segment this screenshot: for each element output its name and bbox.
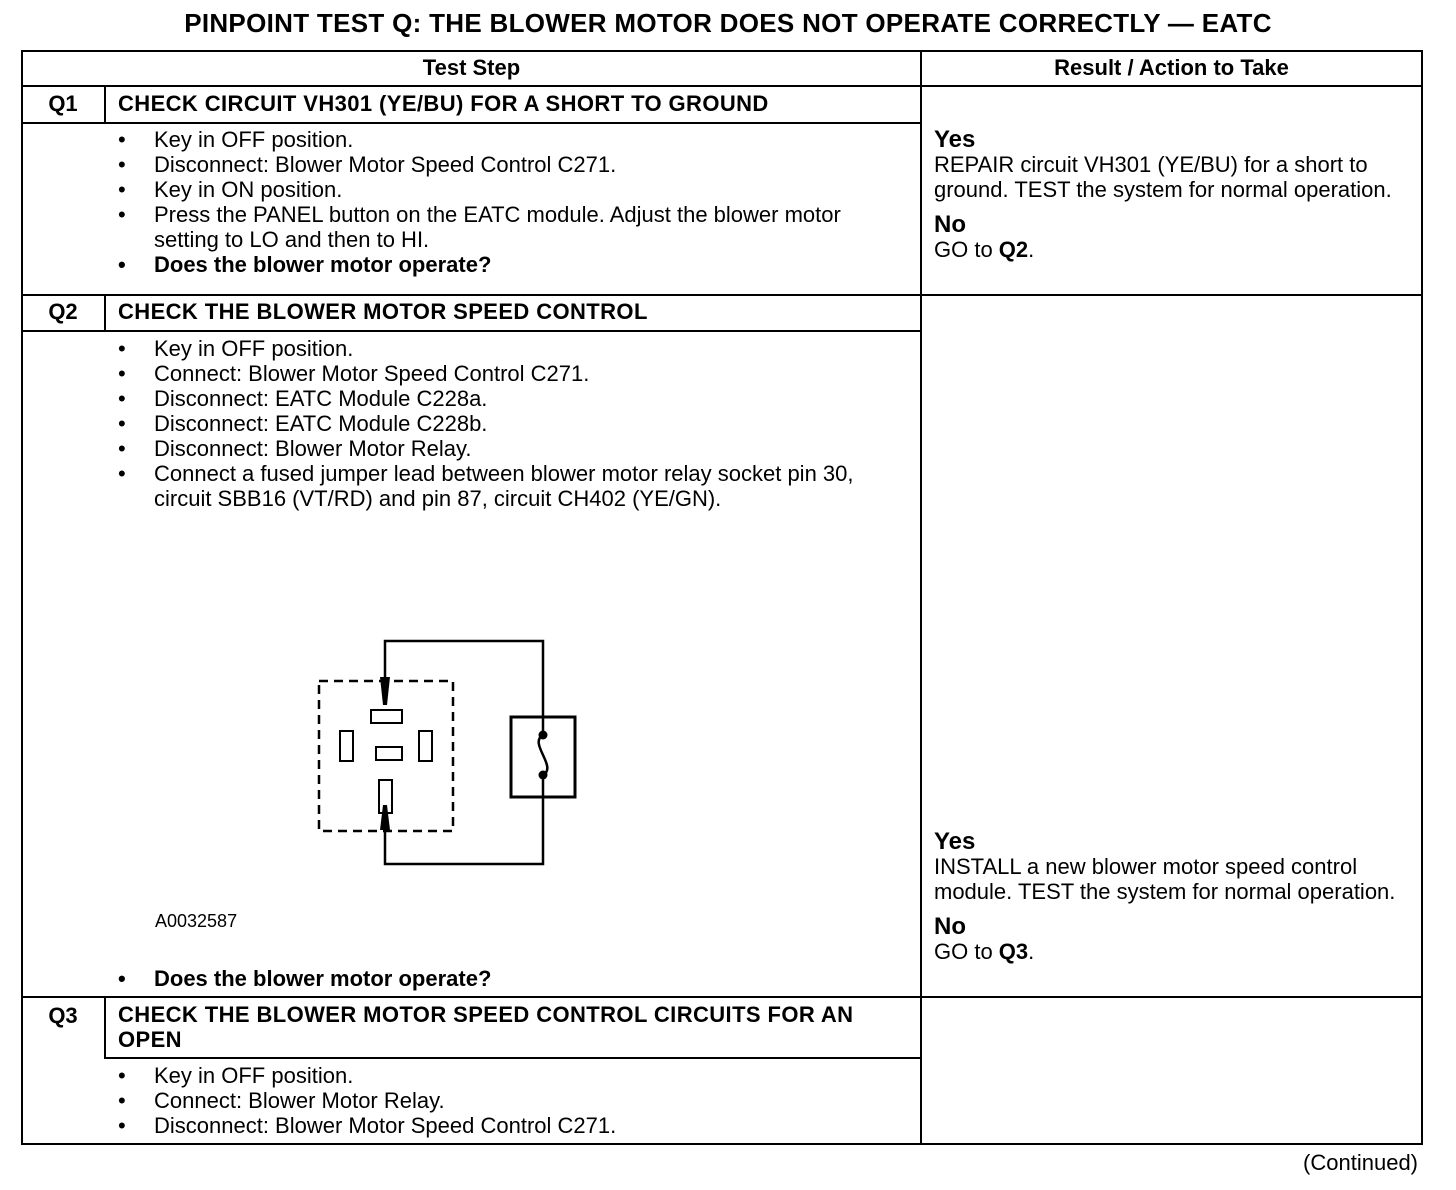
page-title: PINPOINT TEST Q: THE BLOWER MOTOR DOES NOT OPERATE CORRECTLY — EATC bbox=[184, 8, 1272, 38]
test-step-header: Test Step bbox=[422, 55, 521, 80]
q1-q2-divider bbox=[21, 294, 1423, 296]
q2-result bbox=[934, 829, 1414, 964]
q1-result bbox=[934, 127, 1414, 262]
step-number: Q2 bbox=[48, 299, 78, 324]
table-top-border bbox=[21, 50, 1423, 52]
yes-action: REPAIR circuit VH301 (YE/BU) for a short to ground. TEST the system for normal operation. bbox=[934, 152, 1392, 202]
no-action: GO to Q2. bbox=[934, 237, 1035, 262]
no-label: No bbox=[934, 913, 966, 940]
yes-label: Yes bbox=[934, 828, 976, 855]
list-item: • Connect: Blower Motor Speed Control C271. bbox=[118, 361, 888, 386]
list-item: • Key in ON position. bbox=[118, 177, 888, 202]
probe-tip-top bbox=[380, 677, 390, 705]
step-title: CHECK CIRCUIT VH301 (YE/BU) FOR A SHORT TO GROUND bbox=[118, 91, 769, 116]
step-number: Q1 bbox=[48, 91, 78, 116]
socket-terminal-86 bbox=[371, 710, 402, 723]
list-item: • Key in OFF position. bbox=[118, 1063, 888, 1088]
no-action: GO to Q3. bbox=[934, 939, 1035, 964]
result-header: Result / Action to Take bbox=[1054, 55, 1289, 80]
socket-terminal-87 bbox=[419, 731, 432, 761]
no-label: No bbox=[934, 211, 966, 238]
relay-jumper-diagram bbox=[310, 635, 590, 875]
step-title: CHECK THE BLOWER MOTOR SPEED CONTROL CIRCUITS FOR AN OPEN bbox=[118, 1002, 854, 1052]
column-divider bbox=[920, 50, 922, 1145]
header-divider bbox=[21, 85, 1423, 87]
socket-terminal-87a bbox=[376, 747, 402, 760]
step-question: • Does the blower motor operate? bbox=[118, 252, 888, 277]
list-item: • Press the PANEL button on the EATC module. Adjust the blower motor setting to LO and then to HI. bbox=[118, 202, 888, 252]
list-item: • Key in OFF position. bbox=[118, 336, 888, 361]
list-item: • Disconnect: Blower Motor Speed Control C271. bbox=[118, 1113, 888, 1138]
list-item: • Disconnect: EATC Module C228a. bbox=[118, 386, 888, 411]
step-number: Q3 bbox=[48, 1003, 78, 1028]
q3-action-list bbox=[118, 1063, 888, 1138]
table-left-border bbox=[21, 50, 23, 1145]
goto-target: Q3 bbox=[998, 939, 1029, 964]
continued-note: (Continued) bbox=[1303, 1150, 1418, 1175]
socket-terminal-85 bbox=[340, 731, 353, 761]
list-item: • Disconnect: Blower Motor Speed Control C271. bbox=[118, 152, 888, 177]
q3-title-divider bbox=[104, 1057, 921, 1059]
list-item: • Key in OFF position. bbox=[118, 127, 888, 152]
jumper-wire-top bbox=[385, 641, 543, 717]
figure-id: A0032587 bbox=[155, 911, 238, 931]
list-item: • Disconnect: Blower Motor Relay. bbox=[118, 436, 888, 461]
table-right-border bbox=[1421, 50, 1423, 1145]
q2-title-divider bbox=[21, 330, 921, 332]
q1-action-list bbox=[118, 127, 888, 277]
q2-q3-divider bbox=[21, 996, 1423, 998]
q1-title-divider bbox=[21, 122, 921, 124]
q2-action-list bbox=[118, 336, 888, 511]
q2-question-list bbox=[118, 966, 888, 991]
list-item: • Connect: Blower Motor Relay. bbox=[118, 1088, 888, 1113]
yes-action: INSTALL a new blower motor speed control module. TEST the system for normal operation. bbox=[934, 854, 1396, 904]
table-bottom-border bbox=[21, 1143, 1423, 1145]
yes-label: Yes bbox=[934, 126, 976, 153]
step-title: CHECK THE BLOWER MOTOR SPEED CONTROL bbox=[118, 299, 648, 324]
list-item: • Disconnect: EATC Module C228b. bbox=[118, 411, 888, 436]
goto-target: Q2 bbox=[998, 237, 1029, 262]
list-item: • Connect a fused jumper lead between blower motor relay socket pin 30, circuit SBB16 (VT/RD) and pin 87, circuit CH402 (YE/GN). bbox=[118, 461, 888, 511]
jumper-wire-bottom bbox=[385, 797, 543, 864]
step-question: • Does the blower motor operate? bbox=[118, 966, 888, 991]
